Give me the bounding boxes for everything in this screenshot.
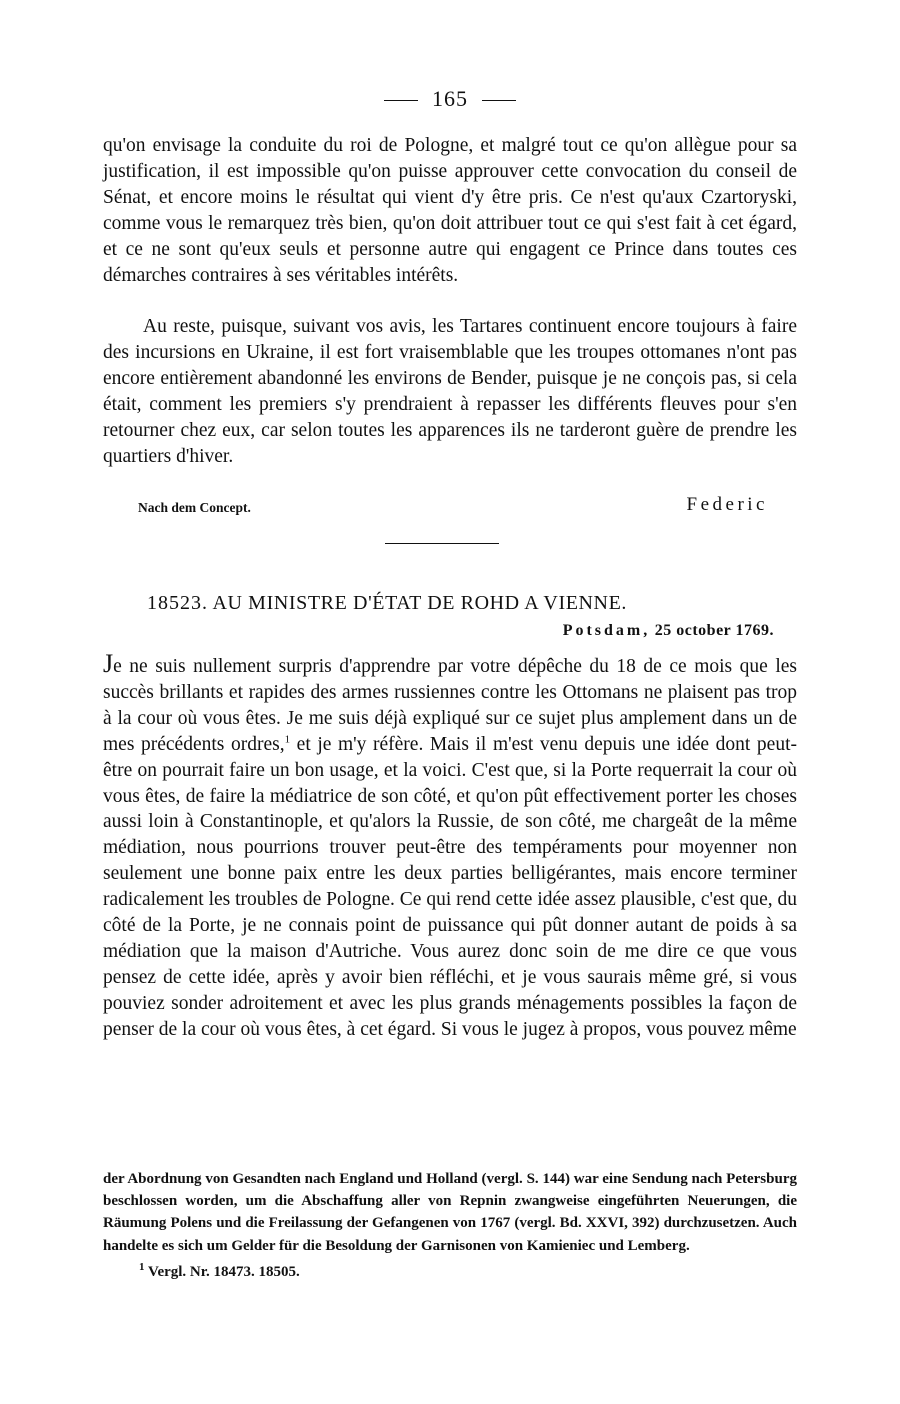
page-header (0, 86, 900, 112)
letter-text-part2: et je m'y réfère. Mais il m'est venu depuis une idée dont peut-être on pourrait faire un bon usage, et la voici. C'est que, si la Porte requerrait la cour où vous êtes, de faire la médiatrice de son côté, et qu'on pût effectivement porter les choses aussi loin à Constantinople, et qu'alors la Russie, de son côté, me chargeât de la même médiation, nous pourrions trouver peut-être des tempéraments pour moyenner non seulement une bonne paix entre les deux parties belligérantes, mais encore terminer radicalement les troubles de Pologne. Ce qui rend cette idée assez plausible, c'est que, du côté de la Porte, je ne connais point de puissance qui pût donner autant de poids à sa médiation que la maison d'Autriche. Vous aurez donc soin de me dire ce que vous pensez de cette idée, après y avoir bien réfléchi, et je vous saurais même gré, si vous pouviez sonder adroitement et avec les plus grands ménagements possibles la façon de penser de la cour où vous êtes, à cet égard. Si vous le jugez à propos, vous pouvez même (103, 733, 798, 1040)
dateline-place: Potsdam, (562, 622, 651, 639)
letter-paragraph (103, 651, 797, 1043)
paragraph-text: qu'on envisage la conduite du roi de Pologne, et malgré tout ce qu'on allègue pour sa justification, il est impossible qu'on puisse approuver cette convocation du conseil de Sénat, et encore moins le résultat qui vient d'y être pris. Ce n'est qu'aux Czartoryski, comme vous le remarquez très bien, qu'on doit attribuer tout ce qui s'est fait à cet égard, et ce ne sont qu'eux seuls et personne autre qui engagent ce Prince dans toutes ces démarches contraires à ses véritables intérêts. (103, 135, 797, 286)
footnote-1 (103, 1261, 797, 1283)
dateline (563, 622, 774, 640)
page-number: 165 (432, 86, 468, 111)
letter-body (103, 651, 797, 1043)
letter-heading (147, 592, 767, 615)
footnote-continuation: der Abordnung von Gesandten nach England und Holland (vergl. S. 144) war eine Sendung nach Petersburg beschlossen worden, um die Abschaffung aller von Repnin zwangweise eingeführten Neuerungen, die Räumung Polens und die Freilassung der Gefangenen von 1767 (vergl. Bd. XXVI, 392) durchzusetzen. Auch handelte es sich um Gelder für die Besoldung der Garnisonen von Kamieniec und Lemberg. (103, 1171, 797, 1254)
closing-row (138, 494, 768, 524)
letter-number: 18523. (147, 592, 208, 614)
header-dash-left (384, 100, 418, 101)
section-divider (385, 543, 499, 544)
footnote-text: Vergl. Nr. 18473. 18505. (147, 1263, 300, 1280)
letter-text-part1: e ne suis nullement surpris d'apprendre par votre dépêche du 18 de ce mois que les succès brillants et rapides des armes russiennes contre les Ottomans ne plaisent pas trop à la cour où vous êtes. Je me suis déjà expliqué sur ce sujet plus amplement dans un de mes précédents ordres, (103, 656, 797, 755)
paragraph-text: Au reste, puisque, suivant vos avis, les Tartares continuent encore toujours à faire des incursions en Ukraine, il est fort vraisemblable que les troupes ottomanes n'ont pas encore entièrement abandonné les environs de Bender, puisque je ne conçois pas, si cela était, comment les premiers s'y prendraient à repasser les différents fleuves pour s'en retourner chez eux, car selon toutes les apparences ils ne tarderont guère de prendre les quartiers d'hiver. (103, 316, 797, 467)
paragraph-tartares (103, 314, 797, 469)
paragraph-continued (103, 133, 797, 288)
footnotes (103, 1168, 797, 1283)
signature: Federic (686, 494, 768, 515)
dateline-date: 25 october 1769. (654, 622, 774, 639)
footnote-mark: 1 (139, 1260, 145, 1273)
initial-letter: J (103, 649, 114, 678)
header-dash-right (482, 100, 516, 101)
footnote-ref-mark: 1 (284, 733, 291, 746)
letter-title: AU MINISTRE D'ÉTAT DE ROHD A VIENNE. (212, 592, 628, 614)
source-note: Nach dem Concept. (138, 500, 251, 515)
